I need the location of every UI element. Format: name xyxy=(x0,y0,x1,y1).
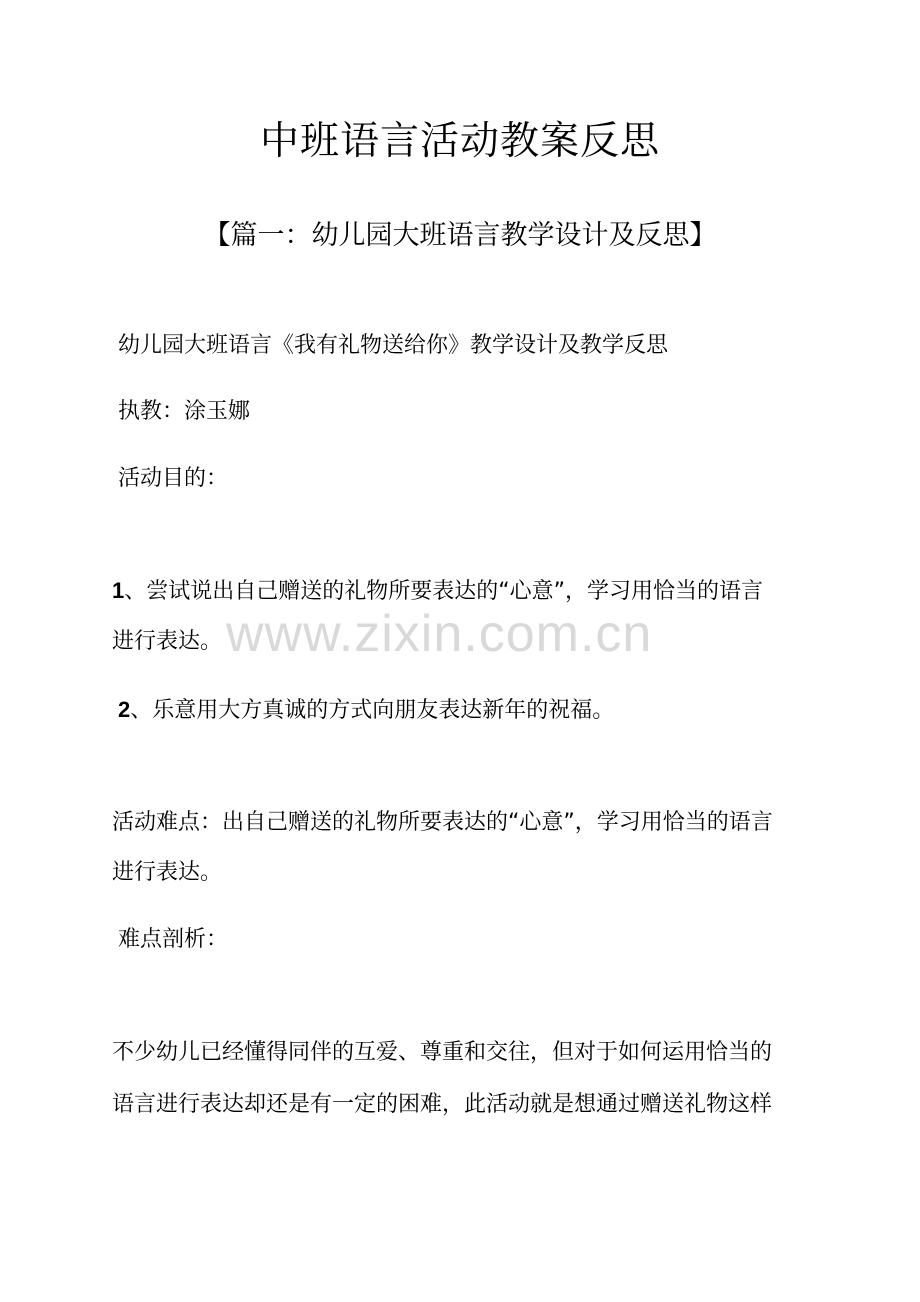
document-title: 中班语言活动教案反思 xyxy=(259,119,660,164)
goal-1-line-1 xyxy=(112,576,763,607)
analysis-line-2: 语言进行表达却还是有一定的困难，此活动就是想通过赠送礼物这样 xyxy=(112,1092,773,1117)
goal-2-text: 、乐意用大方真诚的方式向朋友表达新年的祝福。 xyxy=(130,698,615,723)
teacher-line: 执教：涂玉娜 xyxy=(118,399,251,424)
lesson-title: 幼儿园大班语言《我有礼物送给你》教学设计及教学反思 xyxy=(118,333,669,358)
difficulty-line-2: 进行表达。 xyxy=(112,860,223,885)
difficulty-line-1: 活动难点：出自己赠送的礼物所要表达的“心意”，学习用恰当的语言 xyxy=(112,810,773,835)
goal-2-number: 2 xyxy=(118,697,131,722)
analysis-heading: 难点剖析： xyxy=(118,927,229,952)
goal-2-line xyxy=(118,695,614,726)
watermark: www.zixin.com.cn xyxy=(226,605,653,663)
goals-heading: 活动目的： xyxy=(118,466,229,491)
goal-1-number: 1 xyxy=(112,578,125,603)
analysis-line-1: 不少幼儿已经懂得同伴的互爱、尊重和交往，但对于如何运用恰当的 xyxy=(112,1040,773,1065)
document-subtitle: 【篇一：幼儿园大班语言教学设计及反思】 xyxy=(203,220,717,251)
goal-1-text: 、尝试说出自己赠送的礼物所要表达的“心意”，学习用恰当的语言 xyxy=(124,579,764,604)
goal-1-line-2: 进行表达。 xyxy=(112,629,223,654)
